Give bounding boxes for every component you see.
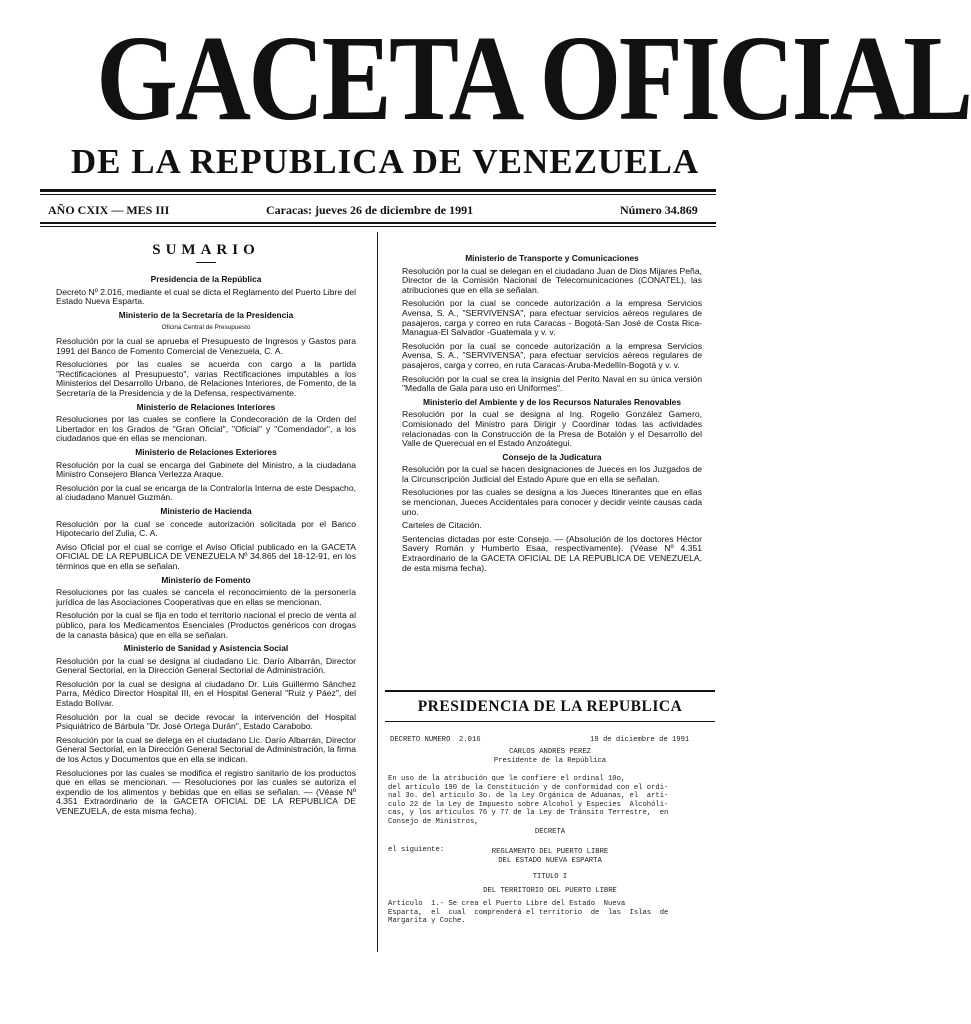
el-siguiente: el siguiente: <box>388 846 445 854</box>
ministry-heading: Consejo de la Judicatura <box>502 451 602 462</box>
summary-entry: Resolución por la cual se concede autorización solicitada por el Banco Hipotecario del Zulia, C. A. <box>56 518 356 539</box>
summary-dash <box>196 262 216 264</box>
summary-left-column <box>56 242 356 821</box>
ministry-heading: Ministerio de Sanidad y Asistencia Social <box>123 643 289 654</box>
summary-entry: Resolución por la cual se crea la insignia del Perito Naval en su única versión "Medalla de Gala para uso en Uniformes". <box>402 373 702 394</box>
ministry-heading: Ministerio del Ambiente y de los Recursos Naturales Renovables <box>423 396 681 407</box>
summary-entry: Resolución por la cual se hacen designaciones de Jueces en los Juzgados de la Circunscripción Judicial del Estado Apure que en ella se señalan. <box>402 464 702 484</box>
ministry-heading: Ministerio de Hacienda <box>160 505 252 516</box>
summary-entry: Resolución por la cual se decide revocar la intervención del Hospital Psiquiátrico de Bárbula "Dr. José Ortega Durán", Estado Carabobo. <box>56 711 356 732</box>
summary-entry: Resolución por la cual se designa al ciudadano Lic. Darío Albarrán, Director General Sectorial, en la Dirección General Sectorial de Administración. <box>56 655 356 676</box>
header-rule-bottom-thin <box>40 226 716 227</box>
summary-entry: Resoluciones por las cuales se designa a los Jueces Itinerantes que en ellas se mencionan, Jueces Accidentales para conocer y decidir veinte causas cada uno. <box>402 487 702 517</box>
summary-entry: Resolución por la cual se designa al Ing. Rogelio González Gamero, Comisionado del Ministro para Dirigir y Coordinar todas las actividades relacionadas con la Construcción de la Presa de Botalón y el Desarrollo del Valle de Querecual en el Estado Anzoátegui. <box>402 409 702 449</box>
summary-entry: Resoluciones por las cuales se confiere la Condecoración de la Orden del Libertador en los Grados de "Gran Oficial", "Oficial" y "Comendador", a los ciudadanos que en ellas se mencionan. <box>56 414 356 444</box>
decreta-label: DECRETA <box>534 828 566 836</box>
summary-entry: Carteles de Citación. <box>402 520 482 531</box>
header-rule-top-thin <box>40 194 716 195</box>
header-rule-bottom <box>40 222 716 224</box>
titulo-name: DEL TERRITORIO DEL PUERTO LIBRE <box>483 887 617 895</box>
summary-entry: Resolución por la cual se aprueba el Presupuesto de Ingresos y Gastos para 1991 del Banco de Fomento Comercial de Venezuela, C. A. <box>56 336 356 356</box>
issue-volume: AÑO CXIX — MES III <box>48 203 170 217</box>
decree-number: DECRETO NUMERO 2.016 <box>390 736 481 744</box>
president-name: CARLOS ANDRES PEREZ <box>509 748 591 756</box>
summary-right-entries <box>402 254 702 573</box>
presidencia-title: PRESIDENCIA DE LA REPUBLICA <box>417 698 683 715</box>
summary-entry: Resolución por la cual se encarga del Gabinete del Ministro, a la ciudadana Ministro Consejero Blanca Verlezza Araque. <box>56 459 356 480</box>
summary-entry: Resolución por la cual se concede autorización a la empresa Servicios Avensa, S. A., "SERVIVENSA", para efectuar servicios aéreos regulares de pasajeros, carga y correo en ruta Caracas - Bogotá-San José de Costa Rica-Managua-El Salvador -Guatemala y v. v. <box>402 298 702 338</box>
summary-entry: Decreto Nº 2.016, mediante el cual se dicta el Reglamento del Puerto Libre del Estado Nueva Esparta. <box>56 286 356 307</box>
summary-left-entries <box>56 275 356 817</box>
reglamento-line2: DEL ESTADO NUEVA ESPARTA <box>498 857 602 865</box>
decree-date: 19 de diciembre de 1991 <box>590 736 690 744</box>
presidencia-section <box>385 690 715 722</box>
summary-heading: SUMARIO <box>152 242 260 258</box>
summary-entry: Aviso Oficial por el cual se corrige el Aviso Oficial publicado en la GACETA OFICIAL DE LA REPUBLICA DE VENEZUELA Nº 34.865 del 18-12-91, en los términos que en ella se señalan. <box>56 541 356 571</box>
summary-entry: Resoluciones por las cuales se cancela el reconocimiento de la personería jurídica de las Asociaciones Cooperativas que en ellas se mencionan. <box>56 587 356 607</box>
summary-entry: Sentencias dictadas por este Consejo. — (Absolución de los doctores Héctor Savery Román y Humberto Esaa, respectivamente). (Véase Nº 4.351 Extraordinario de la GACETA OFICIAL DE LA REPUBLICA DE VENEZUELA, de esta misma fecha). <box>402 533 702 573</box>
titulo-label: TITULO I <box>532 873 568 881</box>
summary-entry: Resolución por la cual se designa al ciudadano Dr. Luis Guillermo Sánchez Parra, Médico Director Hospital III, en el Hospital General "Ruiz y Páez", del Estado Bolívar. <box>56 678 356 709</box>
summary-right-column <box>402 250 702 577</box>
ministry-heading: Presidencia de la República <box>150 274 262 285</box>
ministry-heading: Ministerio de Transporte y Comunicaciones <box>465 253 639 263</box>
newspaper-subtitle: DE LA REPUBLICA DE VENEZUELA <box>70 142 700 181</box>
ministry-heading: Ministerio de Relaciones Interiores <box>136 401 276 412</box>
issue-date: Caracas: jueves 26 de diciembre de 1991 <box>266 203 474 217</box>
summary-entry: Resolución por la cual se delegan en el ciudadano Juan de Dios Mijares Peña, Director de la Comisión Nacional de Telecomunicaciones (CONATEL), las atribuciones que en ella se señalan. <box>402 265 702 295</box>
header-rule-top <box>40 189 716 192</box>
office-subheading: Oficina Central de Presupuesto <box>161 324 251 332</box>
ministry-heading: Ministerio de la Secretaría de la Presidencia <box>118 309 294 320</box>
summary-entry: Resolución por la cual se delega en el ciudadano Lic. Darío Albarrán, Director General Sectorial, en la Dirección General Sectorial de Administración, la firma de los Actos y Documentos que en ella se indican. <box>56 734 356 765</box>
president-title: Presidente de la República <box>493 757 607 765</box>
summary-entry: Resoluciones por las cuales se modifica el registro sanitario de los productos que en ellas se mencionan. — Resoluciones por las cuales se autoriza el expendio de los alimentos y bebidas que en ellas se señalan. — (Véase Nº 4.351 Extraordinario de la GACETA OFICIAL DE LA REPUBLICA DE VENEZUELA, de esta misma fecha). <box>56 767 356 816</box>
column-divider <box>377 232 378 952</box>
ministry-heading: Ministerio de Fomento <box>161 574 251 585</box>
newspaper-title: GACETA OFICIAL <box>96 11 971 146</box>
articulo-1: Artículo 1.- Se crea el Puerto Libre del Estado Nueva Esparta, el cual comprenderá el territorio de las Islas de Margarita y Coche. <box>388 900 669 926</box>
summary-entry: Resolución por la cual se fija en todo el territorio nacional el precio de venta al público, para los Medicamentos Esenciales (Productos genéricos con drogas de la canasta básica) que en ella se señalan. <box>56 610 356 640</box>
summary-entry: Resolución por la cual se encarga de la Contraloría Interna de este Despacho, al ciudadano Manuel Guzmán. <box>56 482 356 503</box>
issue-number: Número 34.869 <box>620 203 698 217</box>
reglamento-line1: REGLAMENTO DEL PUERTO LIBRE <box>491 848 609 856</box>
ministry-heading: Ministerio de Relaciones Exteriores <box>135 447 277 457</box>
presidencia-rule-bottom <box>385 721 715 722</box>
summary-entry: Resoluciones por las cuales se acuerda con cargo a la partida "Rectificaciones al Presupuesto", varias Rectificaciones imputables a los Ministerios del Desarrollo Urbano, de Relaciones Interiores, de Fomento, de la Secretaría de la Presidencia y de la Defensa, respectivamente. <box>56 359 356 399</box>
summary-entry: Resolución por la cual se concede autorización a la empresa Servicios Avensa, S. A., "SERVIVENSA", para efectuar servicios aéreos regulares de pasajeros, carga y correo, en ruta Caracas-Aruba-Medellín-Bogotá y v. v. <box>402 340 702 370</box>
decree-preamble: En uso de la atribución que le confiere el ordinal 10o, del artículo 190 de la Constitución y de conformidad con el ordi- nal 3o. del artículo 3o. de la Ley Orgánica de Aduanas, el artí- culo 22 de la Ley de Impuesto sobre Alcohol y Especies Alcohóli- cas, y los artículos 76 y 77 de la Ley de Tránsito Terrestre, en Consejo de Ministros, <box>388 775 669 826</box>
presidencia-rule-top <box>385 690 715 692</box>
